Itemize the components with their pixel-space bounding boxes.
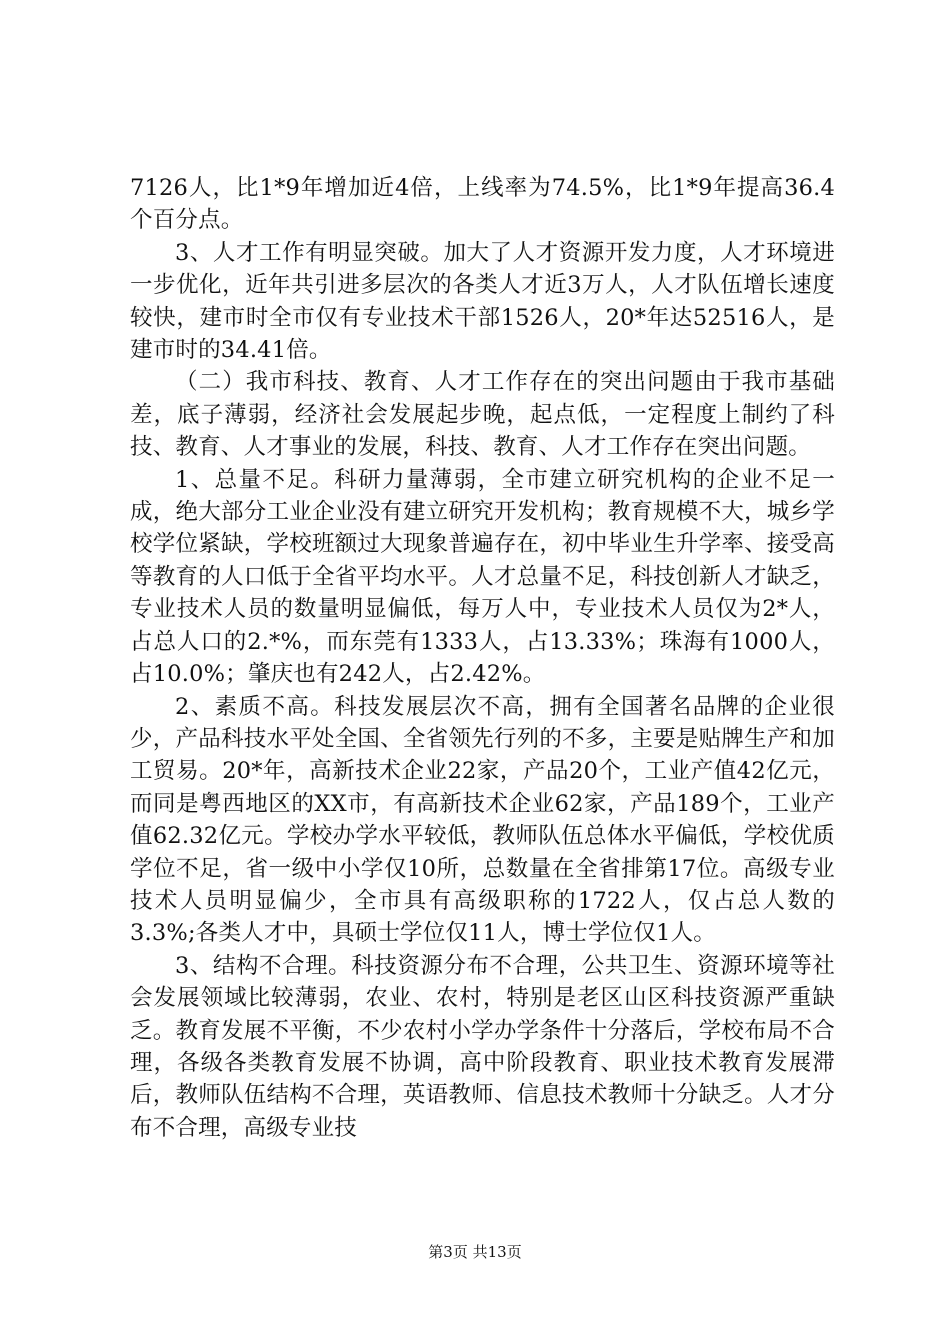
paragraph-2: 3、人才工作有明显突破。加大了人才资源开发力度，人才环境进一步优化，近年共引进多层次的各类人才近3万人，人才队伍增长速度较快，建市时全市仅有专业技术干部1526人，20*年达52516人，是建市时的34.41倍。 [130,239,835,364]
paragraph-1: 7126人，比1*9年增加近4倍，上线率为74.5%，比1*9年提高36.4个百分点。 [130,175,835,234]
paragraph-3: （二）我市科技、教育、人才工作存在的突出问题由于我市基础差，底子薄弱，经济社会发展起步晚，起点低，一定程度上制约了科技、教育、人才事业的发展，科技、教育、人才工作存在突出问题。 [130,369,835,461]
page-footer: 第3页 共13页 [428,1243,522,1261]
paragraph-4: 1、总量不足。科研力量薄弱，全市建立研究机构的企业不足一成，绝大部分工业企业没有建立研究开发机构；教育规模不大，城乡学校学位紧缺，学校班额过大现象普遍存在，初中毕业生升学率、接受高等教育的人口低于全省平均水平。人才总量不足，科技创新人才缺乏，专业技术人员的数量明显偏低，每万人中，专业技术人员仅为2*人，占总人口的2.*%，而东莞有1333人，占13.33%；珠海有1000人，占10.0%；肇庆也有242人，占2.42%。 [130,466,835,688]
paragraph-5: 2、素质不高。科技发展层次不高，拥有全国著名品牌的企业很少，产品科技水平处全国、全省领先行列的不多，主要是贴牌生产和加工贸易。20*年，高新技术企业22家，产品20个，工业产值42亿元，而同是粤西地区的XX市，有高新技术企业62家，产品189个，工业产值62.32亿元。学校办学水平较低，教师队伍总体水平偏低，学校优质学位不足，省一级中小学仅10所，总数量在全省排第17位。高级专业技术人员明显偏少，全市具有高级职称的1722人，仅占总人数的3.3%;各类人才中，具硕士学位仅11人，博士学位仅1人。 [130,693,835,947]
paragraph-6: 3、结构不合理。科技资源分布不合理，公共卫生、资源环境等社会发展领域比较薄弱，农业、农村，特别是老区山区科技资源严重缺乏。教育发展不平衡，不少农村小学办学条件十分落后，学校布局不合理，各级各类教育发展不协调，高中阶段教育、职业技术教育发展滞后，教师队伍结构不合理，英语教师、信息技术教师十分缺乏。人才分布不合理，高级专业技 [130,952,835,1141]
document-body [130,172,835,1144]
